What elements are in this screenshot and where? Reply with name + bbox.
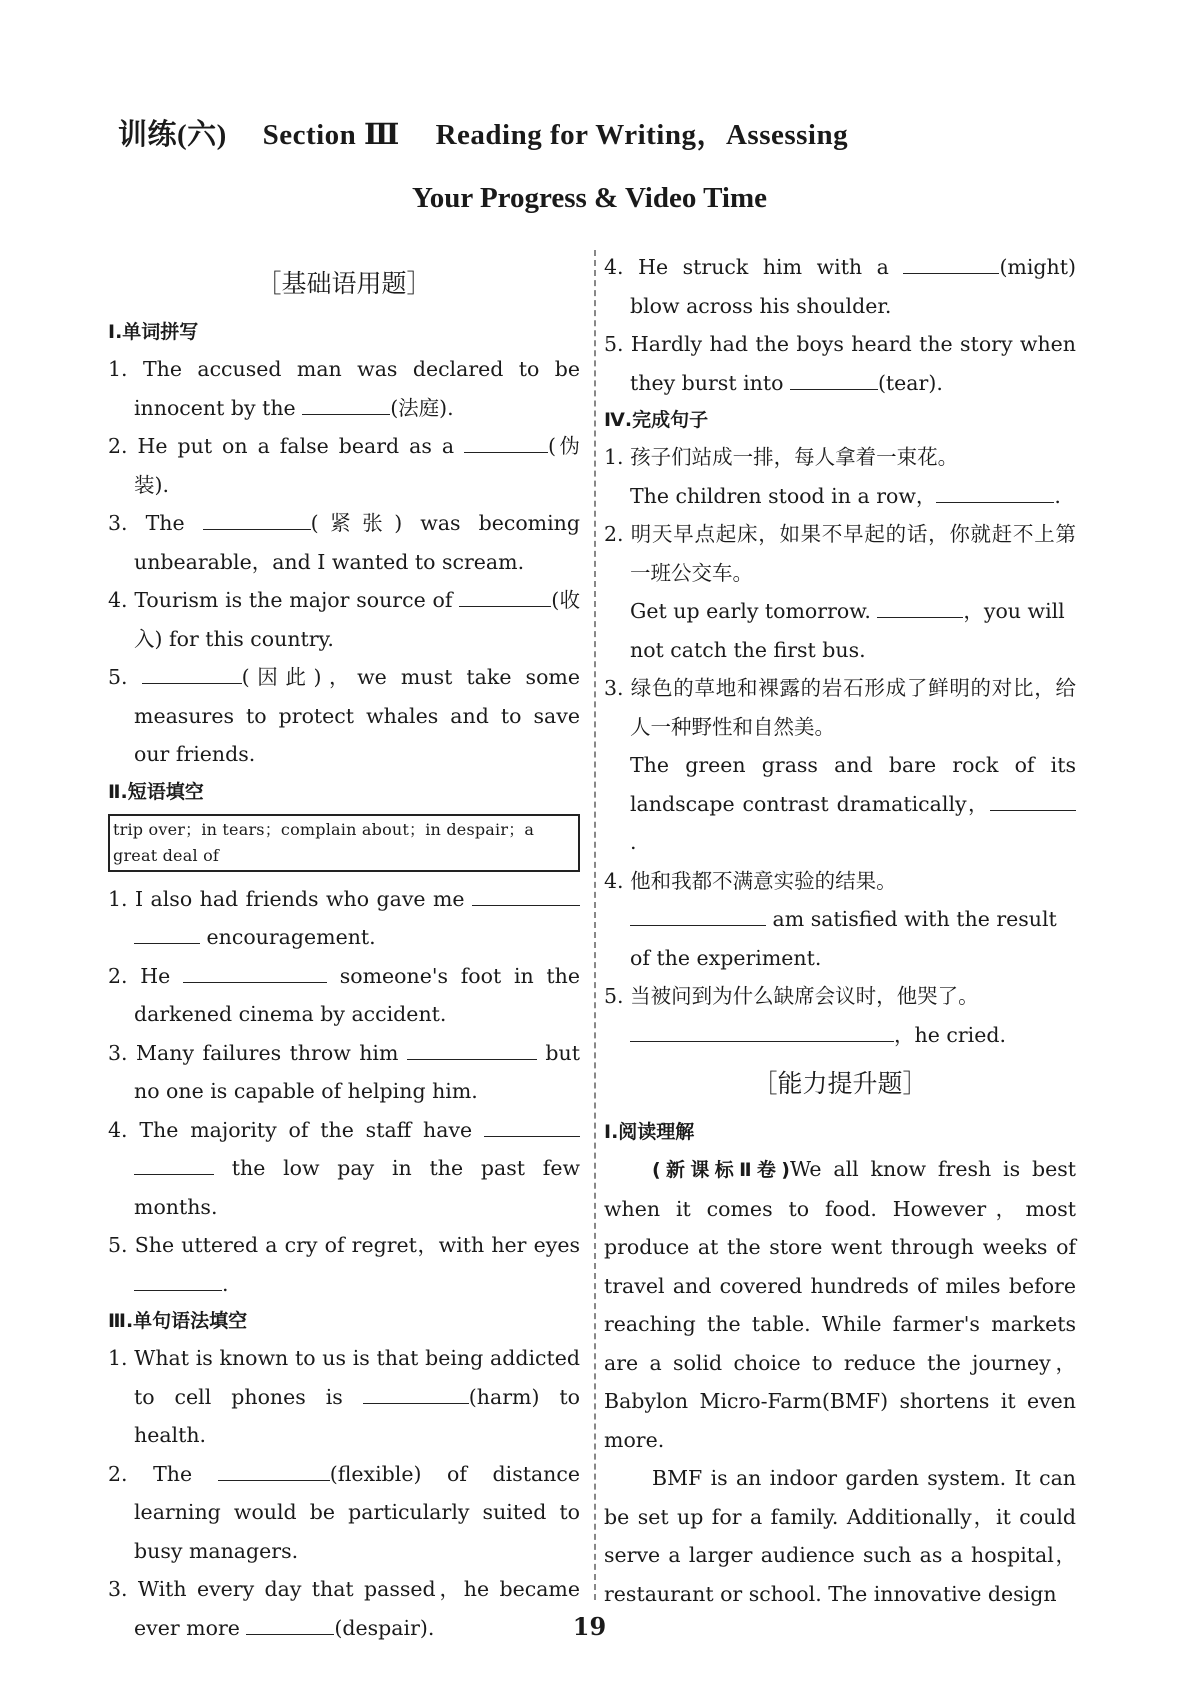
question-item: 4. He struck him with a (might) blow across his shoulder.: [604, 248, 1076, 325]
section-heading-basic: ［基础语用题］: [256, 269, 432, 298]
answer-line: am satisfied with the result of the experiment.: [604, 900, 1076, 977]
answer-blank[interactable]: [459, 584, 551, 607]
answer-blank[interactable]: [472, 883, 580, 906]
question-item: 2. He put on a false beard as a (伪装).: [108, 427, 580, 504]
question-item: 2. 明天早点起床，如果不早起的话，你就赶不上第一班公交车。: [604, 522, 1076, 585]
question-item: 5. (因此)，we must take some measures to protect whales and to save our friends.: [108, 658, 580, 774]
answer-blank[interactable]: [302, 392, 390, 415]
reading-paragraph: (新课标Ⅱ卷)We all know fresh is best when it comes to food. However，most produce at the store went through weeks of travel and covered hundreds of miles before reaching the table. While farmer's markets are a solid choice to reduce the journey，Babylon Micro-Farm(BMF) shortens it even more.: [604, 1157, 1076, 1452]
answer-blank[interactable]: [990, 788, 1076, 811]
question-item: 3. 绿色的草地和裸露的岩石形成了鲜明的对比，给人一种野性和自然美。: [604, 676, 1076, 739]
question-item: 4. The majority of the staff have the low pay in the past few months.: [108, 1111, 580, 1227]
answer-blank[interactable]: [407, 1037, 537, 1060]
question-item: 2. The (flexible) of distance learning would be particularly suited to busy managers.: [108, 1455, 580, 1571]
question-item: 1. The accused man was declared to be innocent by the (法庭).: [108, 357, 580, 420]
answer-blank[interactable]: [218, 1458, 330, 1481]
answer-blank[interactable]: [630, 1019, 894, 1042]
answer-blank[interactable]: [790, 367, 878, 390]
source-label: (新课标Ⅱ卷): [652, 1159, 790, 1181]
question-item: 3. With every day that passed，he became ever more (despair).: [108, 1577, 580, 1640]
title-rest: Reading for Writing，Assessing: [435, 119, 849, 151]
question-item: 4. Tourism is the major source of (收入) for this country.: [108, 581, 580, 658]
question-item: 5. Hardly had the boys heard the story when they burst into (tear).: [604, 332, 1076, 395]
phrase-bank-box: trip over；in tears；complain about；in despair；a great deal of: [108, 814, 580, 872]
answer-blank[interactable]: [484, 1114, 580, 1137]
answer-line: ，he cried.: [604, 1016, 1076, 1055]
part-label-phrases: Ⅱ.短语填空: [108, 780, 204, 803]
answer-blank[interactable]: [134, 921, 200, 944]
column-divider: [594, 250, 596, 1600]
right-column: [604, 248, 1076, 1613]
title-prefix: 训练(六): [118, 119, 227, 151]
answer-blank[interactable]: [142, 661, 242, 684]
answer-blank[interactable]: [903, 251, 999, 274]
title-section: Section Ⅲ: [262, 119, 400, 151]
answer-blank[interactable]: [936, 480, 1054, 503]
question-item: 3. Many failures throw him but no one is capable of helping him.: [108, 1034, 580, 1111]
answer-line: The green grass and bare rock of its landscape contrast dramatically，.: [630, 753, 1076, 854]
page-subtitle: Your Progress & Video Time: [412, 182, 767, 214]
part-label-sentences: Ⅳ.完成句子: [604, 409, 709, 431]
left-column: [108, 256, 580, 1647]
answer-blank[interactable]: [183, 960, 327, 983]
question-item: 1. 孩子们站成一排，每人拿着一束花。: [604, 445, 959, 469]
answer-line: The children stood in a row， .: [604, 477, 1076, 516]
question-item: 1. What is known to us is that being addicted to cell phones is (harm) to health.: [108, 1346, 580, 1447]
question-item: 5. She uttered a cry of regret，with her eyes .: [108, 1233, 580, 1296]
question-item: 2. He someone's foot in the darkened cinema by accident.: [108, 957, 580, 1034]
part-label-grammar: Ⅲ.单句语法填空: [108, 1310, 248, 1332]
section-heading-advanced: ［能力提升题］: [752, 1069, 928, 1098]
question-item: 5. 当被问到为什么缺席会议时，他哭了。: [604, 984, 979, 1008]
part-label-reading: Ⅰ.阅读理解: [604, 1121, 695, 1143]
answer-blank[interactable]: [464, 430, 548, 453]
answer-blank[interactable]: [363, 1381, 469, 1404]
part-label-spelling: Ⅰ.单词拼写: [108, 321, 199, 343]
answer-blank[interactable]: [877, 595, 963, 618]
answer-line: Get up early tomorrow. ，you will not catch the first bus.: [604, 592, 1076, 669]
answer-blank[interactable]: [630, 903, 766, 926]
answer-blank[interactable]: [134, 1152, 214, 1175]
page-number: 19: [572, 1612, 607, 1641]
question-item: 3. The (紧张) was becoming unbearable，and I wanted to scream.: [108, 504, 580, 581]
page-title: [118, 112, 876, 153]
answer-blank[interactable]: [203, 507, 311, 530]
question-item: 1. I also had friends who gave me encouragement.: [108, 880, 580, 957]
question-item: 4. 他和我都不满意实验的结果。: [604, 868, 897, 893]
answer-blank[interactable]: [134, 1268, 222, 1291]
reading-paragraph: BMF is an indoor garden system. It can be set up for a family. Additionally，it could serve a larger audience such as a hospital，restaurant or school. The innovative design: [604, 1466, 1076, 1606]
